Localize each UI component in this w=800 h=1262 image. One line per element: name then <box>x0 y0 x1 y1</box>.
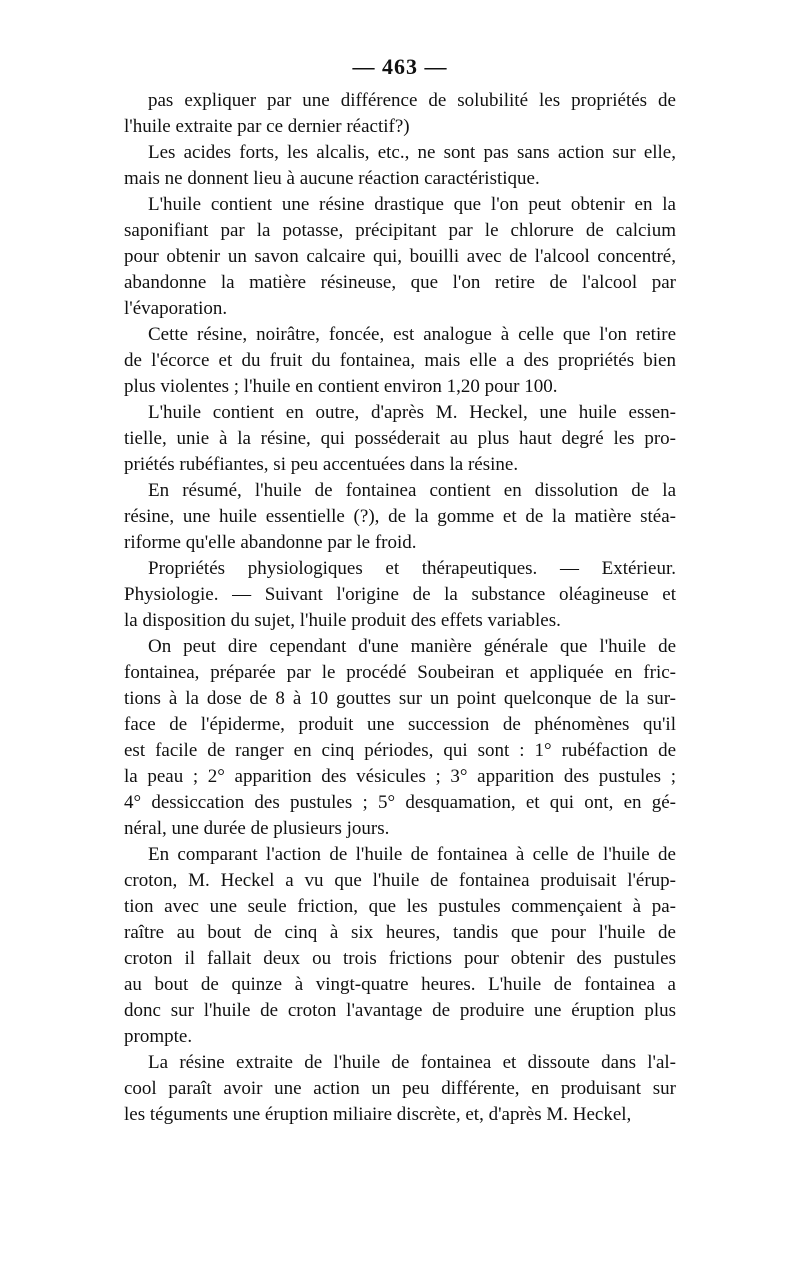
text-line: mais ne donnent lieu à aucune réaction caractéristique. <box>124 168 540 189</box>
text-line: au bout de quinze à vingt-quatre heures. L'huile de fontainea a <box>124 974 676 995</box>
text-line: donc sur l'huile de croton l'avantage de produire une éruption plus <box>124 1000 676 1021</box>
text-line: riforme qu'elle abandonne par le froid. <box>124 532 417 553</box>
text-line: Propriétés physiologiques et thérapeutiques. — Extérieur. <box>148 558 676 579</box>
paragraph <box>124 1050 676 1128</box>
text-line: La résine extraite de l'huile de fontainea et dissoute dans l'al- <box>148 1052 676 1073</box>
text-line: On peut dire cependant d'une manière générale que l'huile de <box>148 636 676 657</box>
text-line: croton il fallait deux ou trois frictions pour obtenir des pustules <box>124 948 676 969</box>
paragraph <box>124 556 676 634</box>
text-line: est facile de ranger en cinq périodes, qui sont : 1° rubéfaction de <box>124 740 676 761</box>
book-page <box>124 52 676 1128</box>
text-line: l'évaporation. <box>124 298 228 319</box>
paragraph <box>124 192 676 322</box>
text-line: plus violentes ; l'huile en contient environ 1,20 pour 100. <box>124 376 558 397</box>
text-line: En comparant l'action de l'huile de fontainea à celle de l'huile de <box>148 844 676 865</box>
paragraph <box>124 400 676 478</box>
page-number: — 463 — <box>352 54 448 79</box>
text-line: tielle, unie à la résine, qui posséderait au plus haut degré les pro- <box>124 428 676 449</box>
text-line: la disposition du sujet, l'huile produit des effets variables. <box>124 610 561 631</box>
text-line: résine, une huile essentielle (?), de la gomme et de la matière stéa- <box>124 506 676 527</box>
text-line: fontainea, préparée par le procédé Soubeiran et appliquée en fric- <box>124 662 676 683</box>
text-line: néral, une durée de plusieurs jours. <box>124 818 390 839</box>
text-line: Cette résine, noirâtre, foncée, est analogue à celle que l'on retire <box>148 324 676 345</box>
text-line: la peau ; 2° apparition des vésicules ; 3° apparition des pustules ; <box>124 766 676 787</box>
text-line: cool paraît avoir une action un peu différente, en produisant sur <box>124 1078 676 1099</box>
paragraph <box>124 842 676 1050</box>
text-line: priétés rubéfiantes, si peu accentuées dans la résine. <box>124 454 519 475</box>
text-line: Les acides forts, les alcalis, etc., ne sont pas sans action sur elle, <box>148 142 676 163</box>
text-line: 4° dessiccation des pustules ; 5° desquamation, et qui ont, en gé- <box>124 792 676 813</box>
text-line: tions à la dose de 8 à 10 gouttes sur un point quelconque de la sur- <box>124 688 676 709</box>
paragraph <box>124 88 676 140</box>
text-line: prompte. <box>124 1026 193 1047</box>
text-line: l'huile extraite par ce dernier réactif?) <box>124 116 410 137</box>
text-line: les téguments une éruption miliaire discrète, et, d'après M. Heckel, <box>124 1104 632 1125</box>
text-line: En résumé, l'huile de fontainea contient en dissolution de la <box>148 480 676 501</box>
paragraph <box>124 140 676 192</box>
paragraph <box>124 634 676 842</box>
text-line: de l'écorce et du fruit du fontainea, mais elle a des propriétés bien <box>124 350 676 371</box>
text-body <box>124 88 676 1128</box>
text-line: tion avec une seule friction, que les pustules commençaient à pa- <box>124 896 676 917</box>
text-line: pas expliquer par une différence de solubilité les propriétés de <box>148 90 676 111</box>
text-line: raître au bout de cinq à six heures, tandis que pour l'huile de <box>124 922 676 943</box>
text-line: abandonne la matière résineuse, que l'on retire de l'alcool par <box>124 272 676 293</box>
text-line: L'huile contient une résine drastique que l'on peut obtenir en la <box>148 194 676 215</box>
text-line: face de l'épiderme, produit une succession de phénomènes qu'il <box>124 714 676 735</box>
text-line: croton, M. Heckel a vu que l'huile de fontainea produisait l'érup- <box>124 870 676 891</box>
text-line: pour obtenir un savon calcaire qui, bouilli avec de l'alcool concentré, <box>124 246 676 267</box>
paragraph <box>124 478 676 556</box>
text-line: saponifiant par la potasse, précipitant par le chlorure de calcium <box>124 220 676 241</box>
paragraph <box>124 322 676 400</box>
text-line: L'huile contient en outre, d'après M. Heckel, une huile essen- <box>148 402 676 423</box>
text-line: Physiologie. — Suivant l'origine de la substance oléagineuse et <box>124 584 676 605</box>
